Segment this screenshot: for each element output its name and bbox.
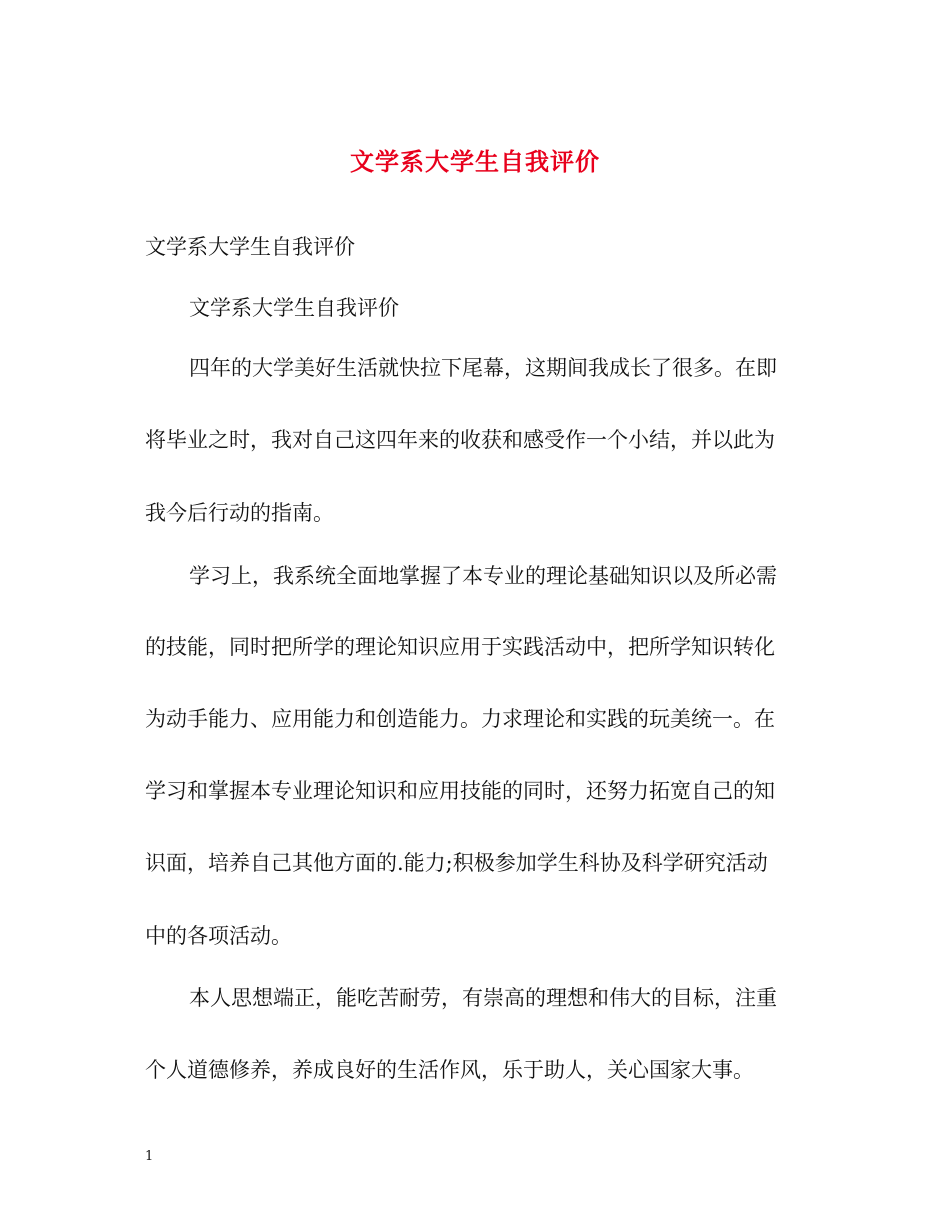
paragraph-line: 四年的大学美好生活就快拉下尾幕，这期间我成长了很多。在即 — [189, 356, 777, 380]
paragraph-line: 中的各项活动。 — [145, 924, 292, 948]
document-heading: 文学系大学生自我评价 — [145, 235, 355, 259]
paragraph-line: 我今后行动的指南。 — [145, 501, 334, 525]
document-subheading: 文学系大学生自我评价 — [189, 296, 399, 320]
paragraph-line: 识面，培养自己其他方面的.能力;积极参加学生科协及科学研究活动 — [145, 851, 768, 875]
paragraph-line: 个人道德修养，养成良好的生活作风，乐于助人，关心国家大事。 — [145, 1058, 754, 1082]
paragraph-line: 的技能，同时把所学的理论知识应用于实践活动中，把所学知识转化 — [145, 635, 775, 659]
paragraph-line: 本人思想端正，能吃苦耐劳，有崇高的理想和伟大的目标，注重 — [189, 986, 777, 1010]
document-title: 文学系大学生自我评价 — [350, 147, 600, 176]
paragraph-line: 学习和掌握本专业理论知识和应用技能的同时，还努力拓宽自己的知 — [145, 779, 775, 803]
page-number: 1 — [145, 1149, 154, 1164]
paragraph-line: 学习上，我系统全面地掌握了本专业的理论基础知识以及所必需 — [189, 564, 777, 588]
paragraph-line: 将毕业之时，我对自己这四年来的收获和感受作一个小结，并以此为 — [145, 428, 775, 452]
paragraph-line: 为动手能力、应用能力和创造能力。力求理论和实践的玩美统一。在 — [145, 707, 775, 731]
